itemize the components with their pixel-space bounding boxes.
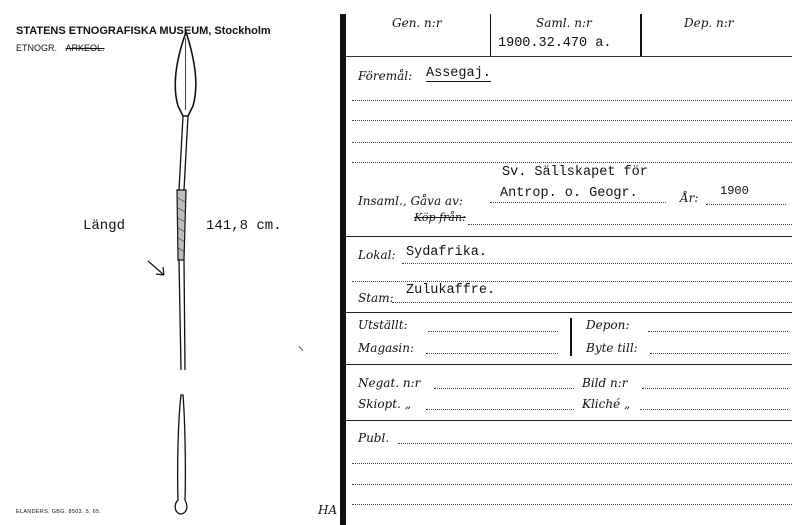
museum-name: STATENS ETNOGRAFISKA MUSEUM, xyxy=(16,25,212,37)
card-left-border xyxy=(340,14,346,525)
dotted-line xyxy=(490,202,666,203)
ar-value: 1900 xyxy=(720,184,749,198)
dotted-line xyxy=(352,281,792,282)
insaml-label: Insaml., Gåva av: xyxy=(358,194,463,208)
header-rule xyxy=(346,56,792,57)
gen-nr-label: Gen. n:r xyxy=(392,16,442,30)
dotted-line xyxy=(640,409,788,410)
department-line xyxy=(16,43,105,53)
kliche-label: Kliché „ xyxy=(582,397,631,411)
dotted-line xyxy=(392,302,792,303)
dep-nr-label: Dep. n:r xyxy=(684,16,734,30)
stam-value: Zulukaffre. xyxy=(406,283,496,298)
donor-line-1: Sv. Sällskapet för xyxy=(502,165,648,180)
ar-label: År: xyxy=(680,191,699,205)
dotted-line xyxy=(352,504,792,505)
saml-right-rule xyxy=(640,14,642,56)
negat-label: Negat. n:r xyxy=(358,376,421,390)
dotted-line xyxy=(468,224,792,225)
dotted-line xyxy=(426,409,574,410)
dotted-line xyxy=(434,388,574,389)
kop-label: Köp från: xyxy=(414,211,466,224)
museum-city: Stockholm xyxy=(214,25,271,37)
stam-label: Stam: xyxy=(358,291,394,305)
publ-label: Publ. xyxy=(358,431,390,445)
length-label: Längd xyxy=(83,218,126,234)
foremal-label: Föremål: xyxy=(358,69,413,83)
utstallt-label: Utställt: xyxy=(358,318,408,332)
printer-mark: ELANDERS. GBG. 8503. 5. 65. xyxy=(16,509,102,515)
storage-divider xyxy=(570,318,572,356)
depon-label: Depon: xyxy=(586,318,630,332)
dotted-line xyxy=(706,204,786,205)
section-rule xyxy=(346,364,792,365)
dotted-line xyxy=(352,142,792,143)
department-struck: ARKEOL. xyxy=(65,43,105,53)
initials-mark: HA xyxy=(318,503,338,517)
dotted-line xyxy=(352,120,792,121)
byte-label: Byte till: xyxy=(586,341,638,355)
foremal-value: Assegaj. xyxy=(426,66,491,81)
saml-left-rule xyxy=(490,14,491,56)
skiopt-label: Skiopt. „ xyxy=(358,397,411,411)
dotted-line xyxy=(648,331,788,332)
arrow-icon xyxy=(146,258,170,280)
stray-mark xyxy=(299,346,304,351)
dotted-line xyxy=(352,162,792,163)
section-rule xyxy=(346,312,792,313)
dotted-line xyxy=(428,331,558,332)
donor-line-2: Antrop. o. Geogr. xyxy=(500,186,638,201)
lokal-value: Sydafrika. xyxy=(406,245,488,260)
dotted-line xyxy=(402,263,792,264)
dotted-line xyxy=(650,353,788,354)
section-rule xyxy=(346,420,792,421)
length-value: 141,8 cm. xyxy=(206,218,282,234)
dotted-line xyxy=(426,353,558,354)
dotted-line xyxy=(352,100,792,101)
dotted-line xyxy=(642,388,788,389)
bild-label: Bild n:r xyxy=(582,376,628,390)
dotted-line xyxy=(398,443,792,444)
dotted-line xyxy=(352,484,792,485)
department-active: ETNOGR. xyxy=(16,43,58,53)
dotted-line xyxy=(352,463,792,464)
saml-nr-value: 1900.32.470 a. xyxy=(498,36,612,51)
lokal-label: Lokal: xyxy=(358,248,396,262)
section-rule xyxy=(346,236,792,237)
saml-nr-label: Saml. n:r xyxy=(536,16,592,30)
museum-header xyxy=(16,25,271,37)
magasin-label: Magasin: xyxy=(358,341,415,355)
